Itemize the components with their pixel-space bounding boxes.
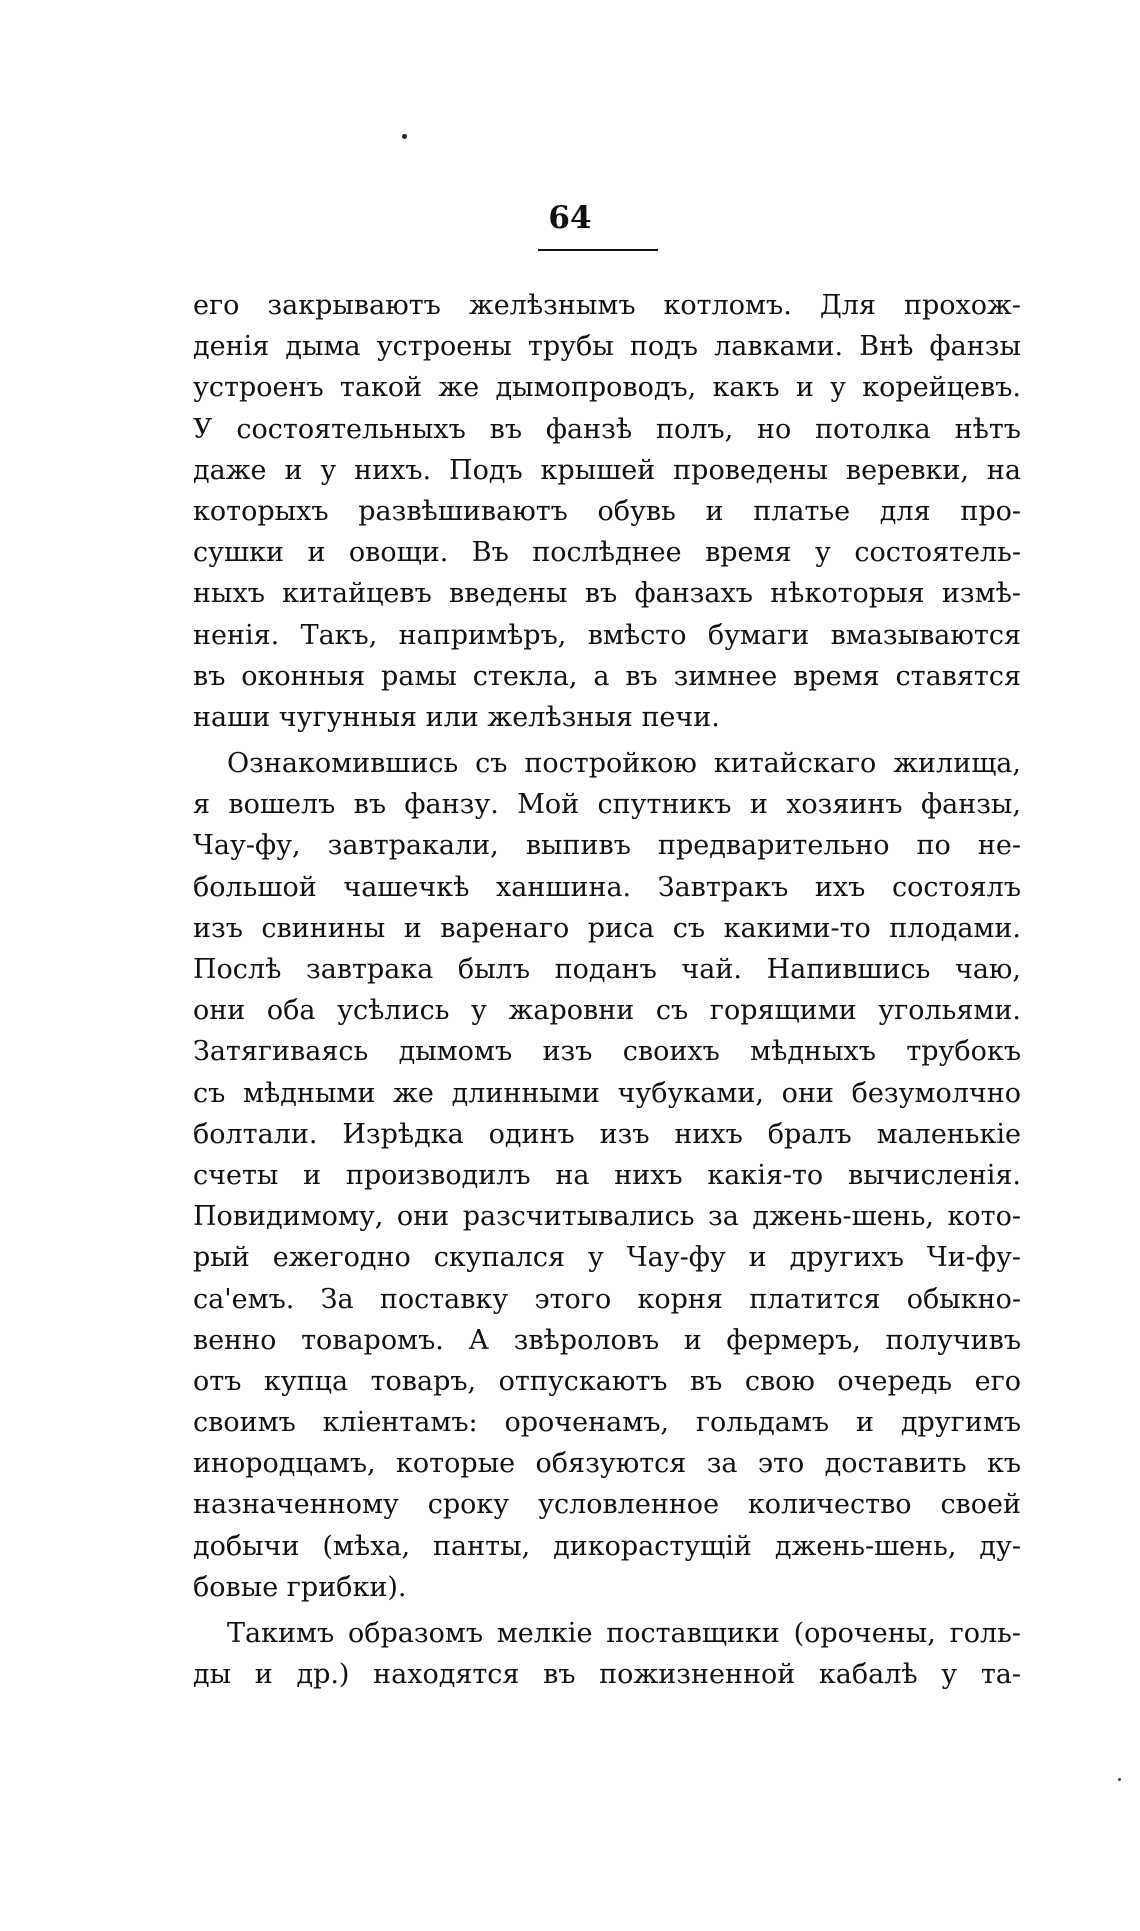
text-line: ды и др.) находятся въ пожизненной кабалѣ у та- — [193, 1659, 1021, 1691]
text-line: устроенъ такой же дымопроводъ, какъ и у корейцевъ. — [193, 372, 1021, 404]
text-line: назначенному сроку условленное количество своей — [193, 1489, 1021, 1521]
page-number-rule — [538, 249, 658, 251]
text-line: венно товаромъ. А звѣроловъ и фермеръ, получивъ — [193, 1324, 1021, 1356]
text-line: Ознакомившись съ постройкою китайскаго жилища, — [227, 748, 1021, 780]
text-line: Чау-фу, завтракали, выпивъ предварительно по не- — [193, 830, 1021, 862]
text-line: денія дыма устроены трубы подъ лавками. Внѣ фанзы — [193, 331, 1021, 363]
text-line: ныхъ китайцевъ введены въ фанзахъ нѣкоторыя измѣ- — [193, 578, 1021, 610]
text-line: Послѣ завтрака былъ поданъ чай. Напившись чаю, — [193, 954, 1021, 985]
text-line: ненія. Такъ, напримѣръ, вмѣсто бумаги вмазываются — [193, 619, 1021, 651]
text-line: въ оконныя рамы стекла, а въ зимнее время ставятся — [193, 660, 1021, 692]
text-line: изъ свинины и варенаго риса съ какими-то плодами. — [193, 912, 1021, 944]
text-line: они оба усѣлись у жаровни съ горящими угольями. — [193, 995, 1021, 1027]
text-line: бовые грибки). — [193, 1571, 407, 1603]
text-line: добычи (мѣха, панты, дикорастущій джень-шень, ду- — [193, 1530, 1021, 1562]
text-line: рый ежегодно скупался у Чау-фу и другихъ Чи-фу- — [193, 1242, 1021, 1274]
text-line: Такимъ образомъ мелкіе поставщики (орочены, голь- — [227, 1618, 1021, 1649]
text-line: я вошелъ въ фанзу. Мой спутникъ и хозяинъ фанзы, — [193, 789, 1021, 821]
page-number: 64 — [548, 200, 592, 236]
print-speck-edge — [1118, 1778, 1121, 1781]
text-line: Затягиваясь дымомъ изъ своихъ мѣдныхъ трубокъ — [193, 1036, 1021, 1068]
body-text — [193, 285, 1021, 1695]
text-line: сушки и овощи. Въ послѣднее время у состоятель- — [193, 537, 1021, 569]
print-speck — [402, 134, 407, 139]
text-line: са'емъ. За поставку этого корня платится обыкно- — [193, 1283, 1021, 1315]
text-line: инородцамъ, которые обязуются за это доставить къ — [193, 1448, 1021, 1480]
text-line: счеты и производилъ на нихъ какія-то вычисленія. — [193, 1159, 1021, 1191]
text-line: отъ купца товаръ, отпускаютъ въ свою очередь его — [193, 1365, 1021, 1397]
text-line: его закрываютъ желѣзнымъ котломъ. Для прохож- — [193, 290, 1021, 321]
paragraph — [193, 1613, 1021, 1695]
text-line: своимъ кліентамъ: ороченамъ, гольдамъ и другимъ — [193, 1407, 1021, 1439]
text-line: большой чашечкѣ ханшина. Завтракъ ихъ состоялъ — [193, 871, 1021, 903]
text-line: съ мѣдными же длинными чубуками, они безумолчно — [193, 1077, 1021, 1109]
text-line: У состоятельныхъ въ фанзѣ полъ, но потолка нѣтъ — [193, 413, 1021, 445]
text-line: которыхъ развѣшиваютъ обувь и платье для про- — [193, 495, 1021, 527]
text-line: даже и у нихъ. Подъ крышей проведены веревки, на — [193, 454, 1021, 486]
text-line: наши чугунныя или желѣзныя печи. — [193, 701, 720, 733]
paragraph — [193, 743, 1021, 1608]
text-line: Повидимому, они разсчитывались за джень-шень, кото- — [193, 1201, 1021, 1233]
paragraph — [193, 285, 1021, 738]
text-line: болтали. Изрѣдка одинъ изъ нихъ бралъ маленькіе — [193, 1118, 1021, 1150]
